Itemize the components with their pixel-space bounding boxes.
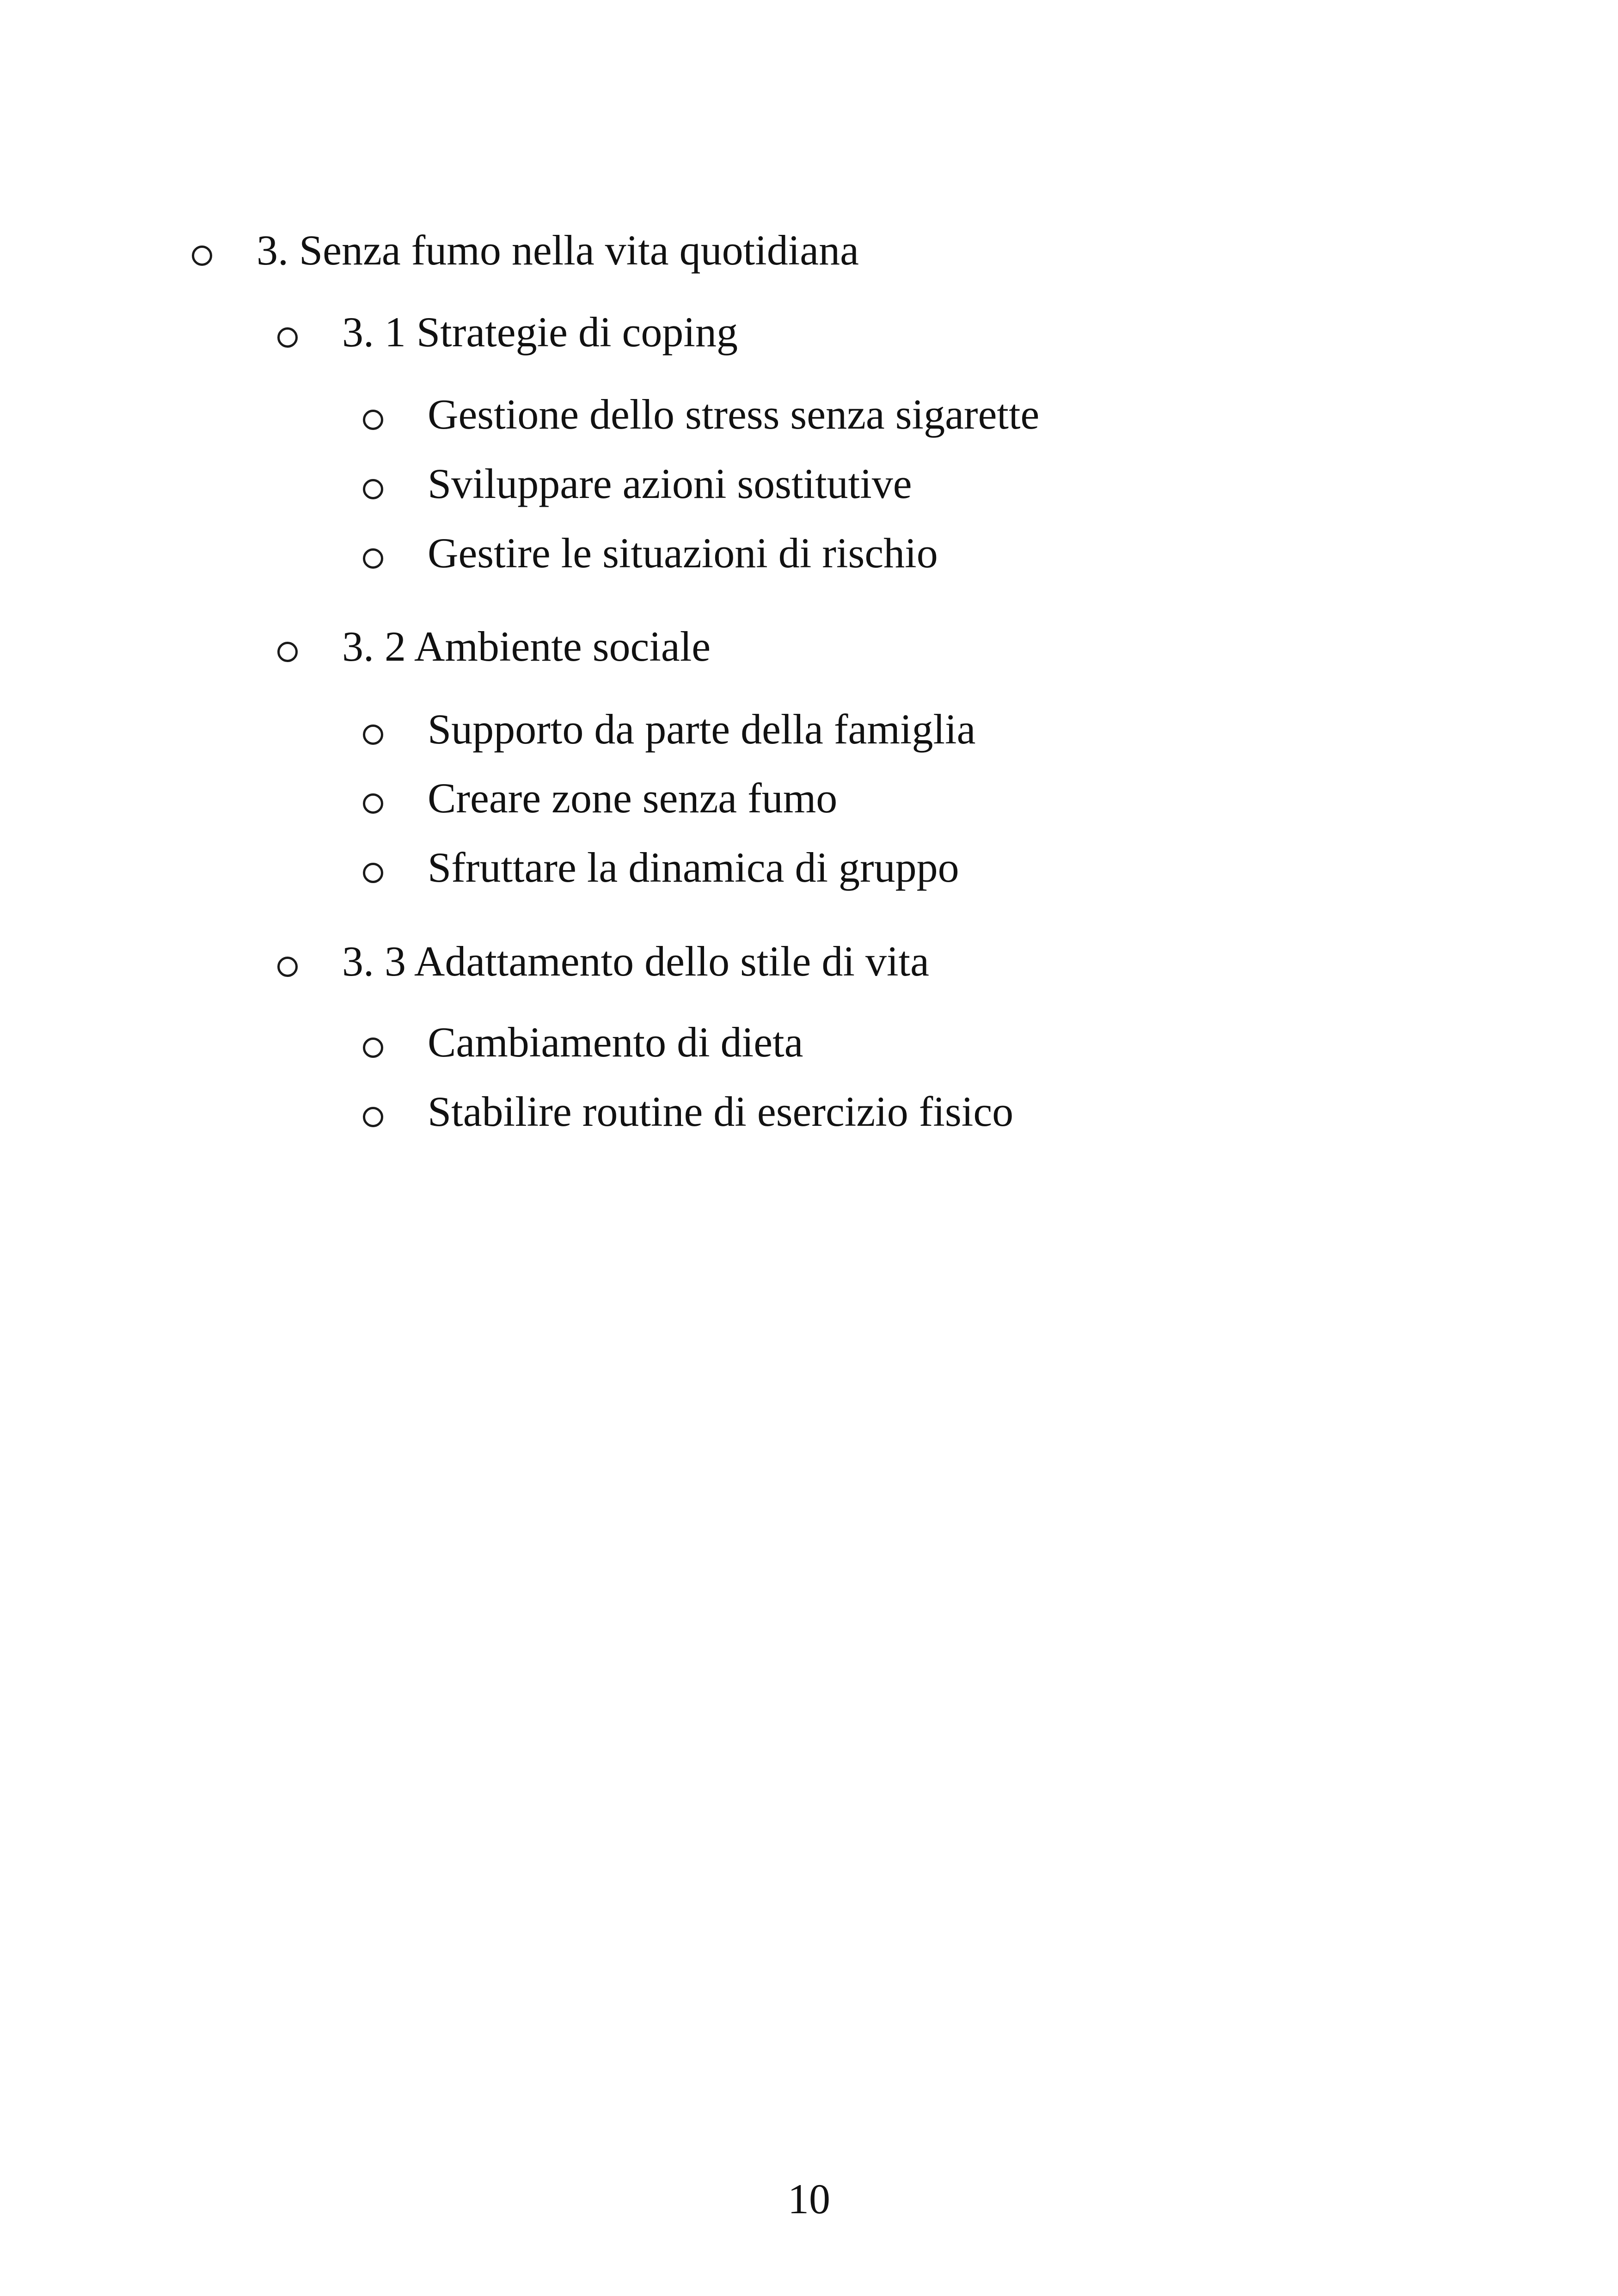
outline-section: [342, 308, 738, 356]
hollow-circle-bullet-icon: [277, 642, 298, 662]
subitem-text: Cambiamento di dieta: [428, 1019, 803, 1066]
hollow-circle-bullet-icon: [363, 1037, 383, 1058]
outline-subitem: [428, 462, 912, 505]
hollow-circle-bullet-icon: [363, 410, 383, 430]
subitem-text: Stabilire routine di esercizio fisico: [428, 1088, 1014, 1135]
subitem-text: Supporto da parte della famiglia: [428, 706, 976, 753]
outline-subitem: [428, 846, 959, 889]
hollow-circle-bullet-icon: [277, 957, 298, 977]
outline-subitem: [428, 529, 938, 577]
subitem-text: Sviluppare azioni sostitutive: [428, 460, 912, 507]
chapter-title: 3. Senza fumo nella vita quotidiana: [257, 227, 859, 274]
outline-chapter: [257, 227, 859, 274]
hollow-circle-bullet-icon: [363, 863, 383, 883]
outline-subitem: [428, 774, 838, 822]
page-number: 10: [788, 2175, 830, 2222]
outline-section: [342, 625, 711, 668]
hollow-circle-bullet-icon: [363, 479, 383, 499]
section-title: 3. 1 Strategie di coping: [342, 308, 738, 356]
hollow-circle-bullet-icon: [363, 1107, 383, 1127]
hollow-circle-bullet-icon: [363, 724, 383, 745]
section-title: 3. 2 Ambiente sociale: [342, 623, 711, 670]
section-title: 3. 3 Adattamento dello stile di vita: [342, 938, 929, 985]
outline-subitem: [428, 706, 976, 753]
subitem-text: Gestione dello stress senza sigarette: [428, 391, 1040, 438]
outline-subitem: [428, 393, 1039, 436]
hollow-circle-bullet-icon: [277, 327, 298, 348]
hollow-circle-bullet-icon: [363, 793, 383, 814]
subitem-text: Gestire le situazioni di rischio: [428, 529, 938, 577]
subitem-text: Sfruttare la dinamica di gruppo: [428, 844, 959, 891]
subitem-text: Creare zone senza fumo: [428, 774, 838, 822]
hollow-circle-bullet-icon: [363, 548, 383, 569]
outline-subitem: [428, 1090, 1013, 1133]
hollow-circle-bullet-icon: [192, 246, 212, 266]
outline-section: [342, 938, 929, 985]
outline-subitem: [428, 1019, 803, 1066]
